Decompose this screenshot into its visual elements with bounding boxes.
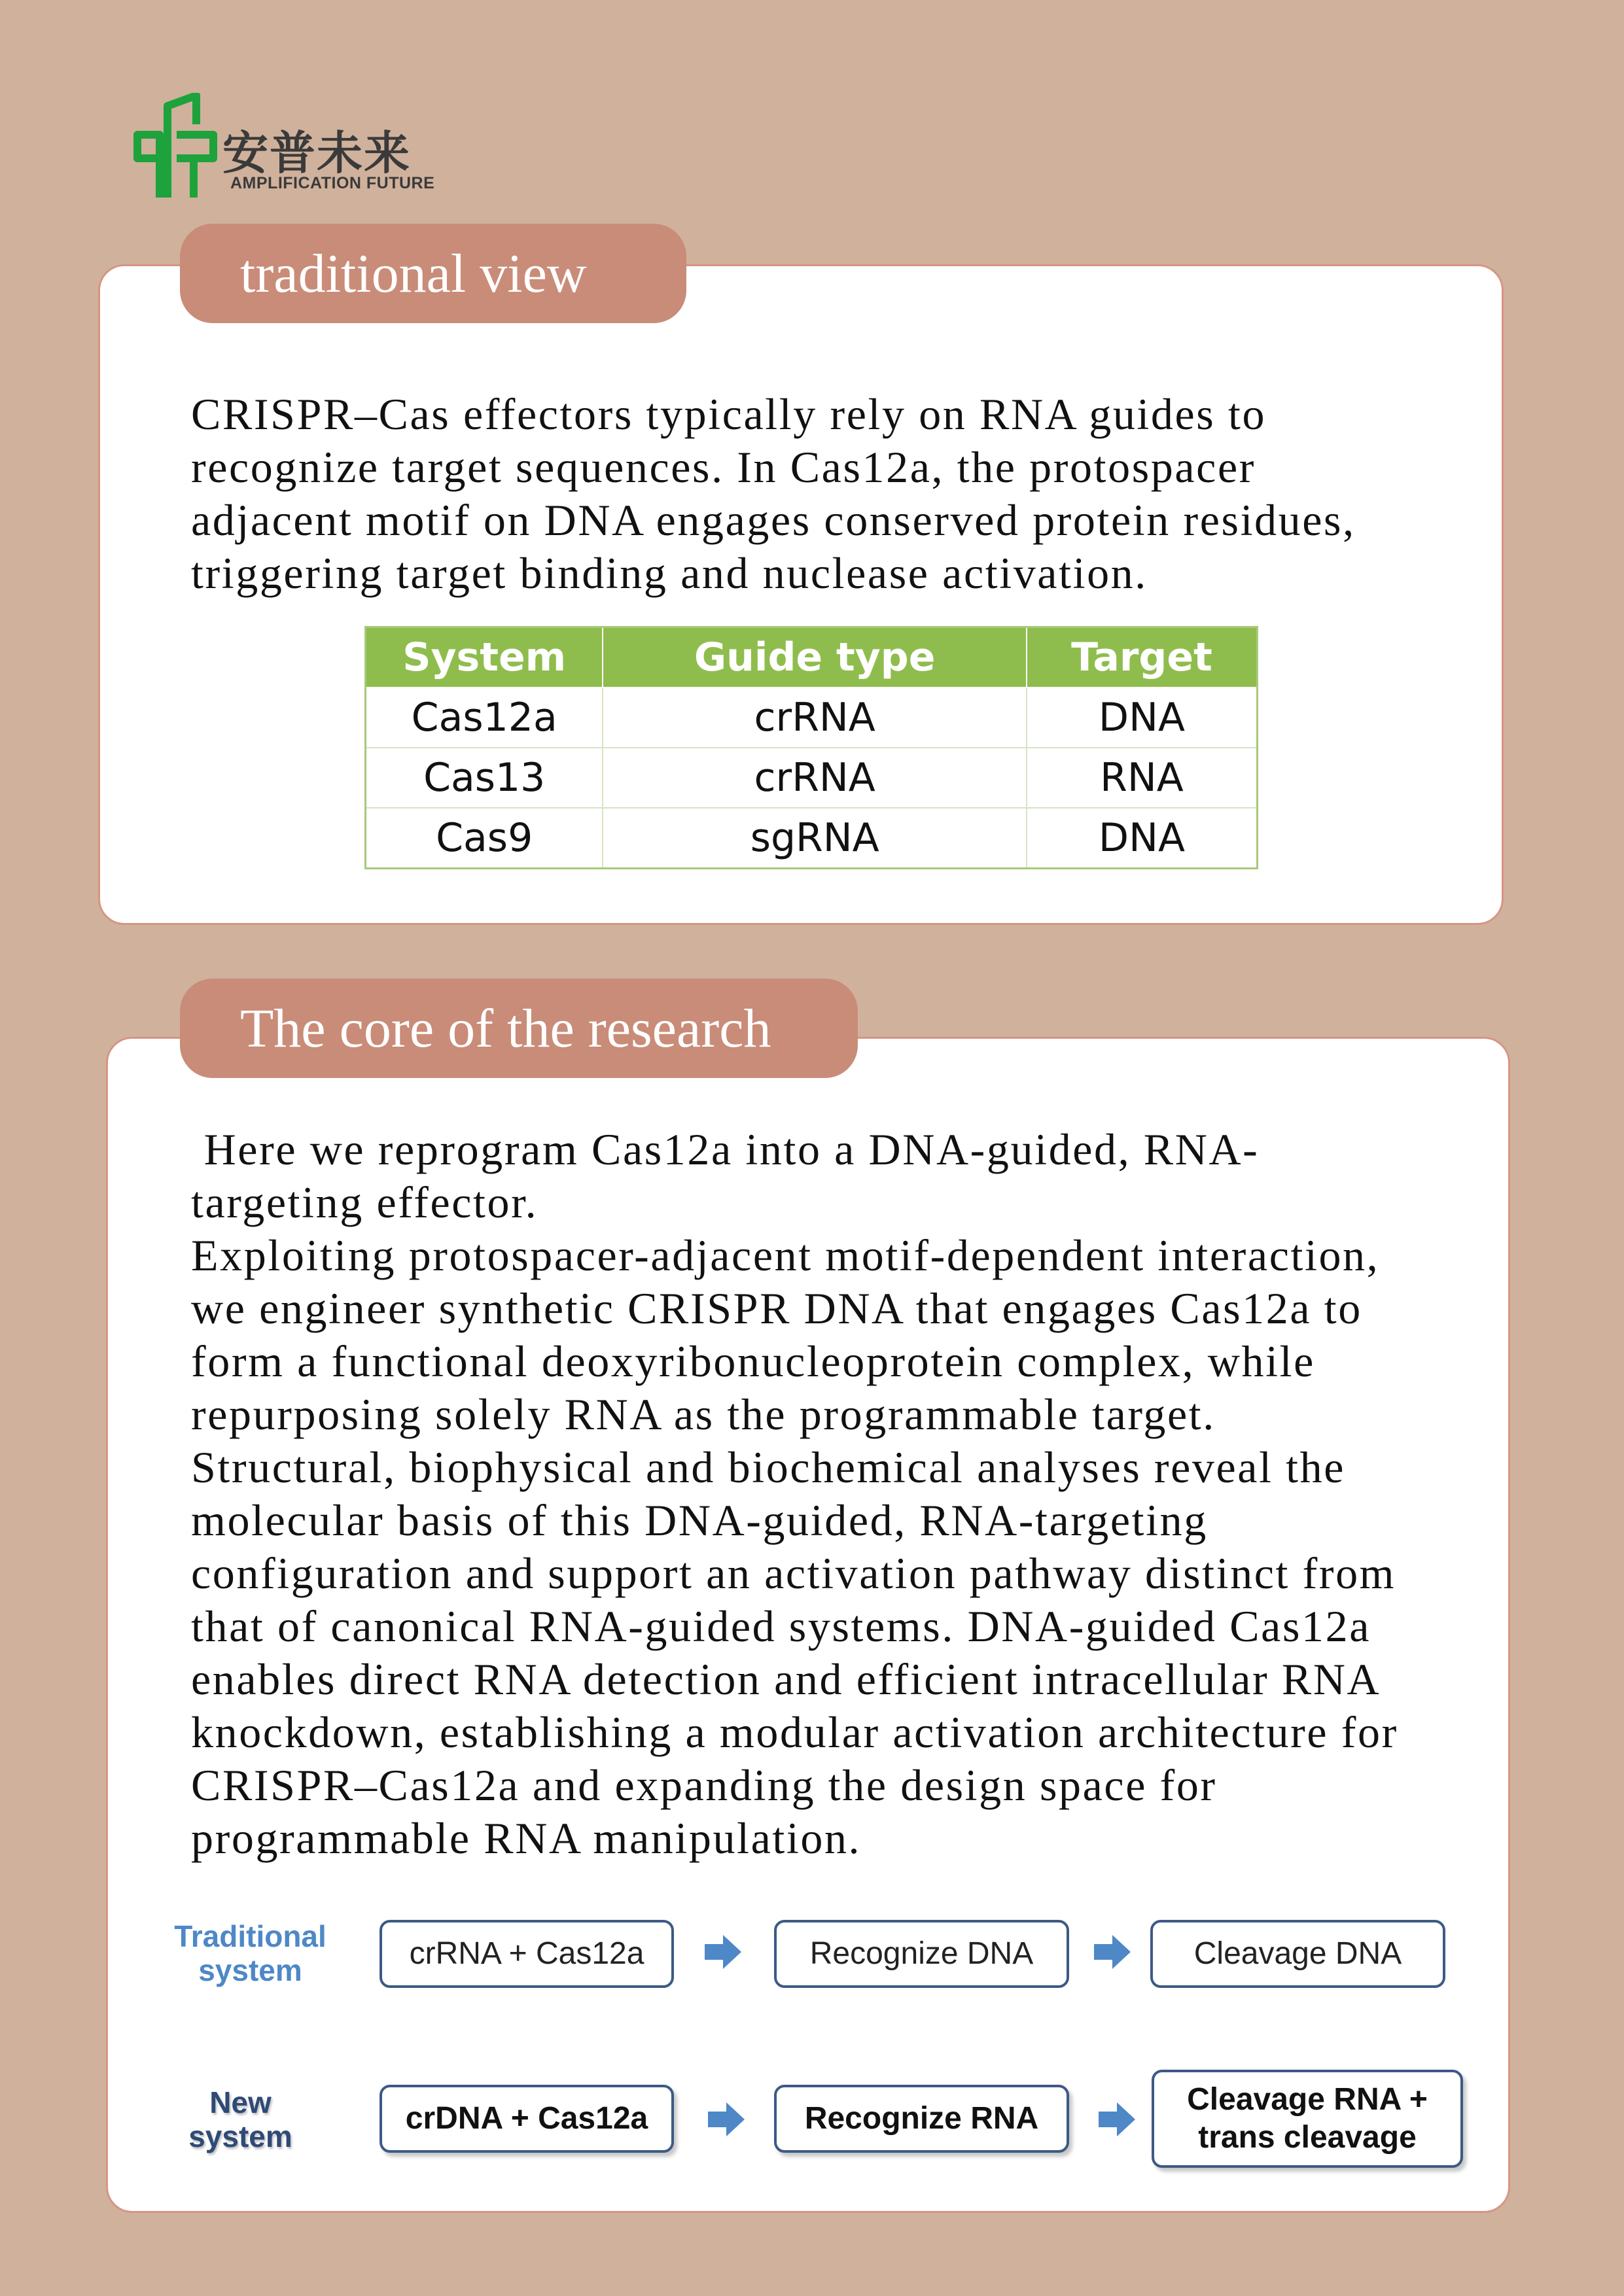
traditional-view-paragraph [191, 388, 1356, 600]
paragraph-line: CRISPR–Cas effectors typically rely on RNA guides to [191, 389, 1267, 439]
paragraph-line: molecular basis of this DNA-guided, RNA-targeting [191, 1495, 1208, 1545]
paragraph-line: that of canonical RNA-guided systems. DNA-guided Cas12a [191, 1601, 1371, 1651]
table-cell: DNA [1027, 808, 1258, 869]
paragraph-line: Exploiting protospacer-adjacent motif-dependent interaction, [191, 1230, 1380, 1280]
arrow-right-icon [1097, 2100, 1137, 2139]
traditional-system-label: Traditional system [174, 1919, 327, 1987]
flow-step-recognize-dna: Recognize DNA [774, 1920, 1069, 1988]
paragraph-line: programmable RNA manipulation. [191, 1813, 862, 1863]
flow-step-crrna-cas12a: crRNA + Cas12a [380, 1920, 674, 1988]
core-research-paragraph [191, 1123, 1398, 1865]
paragraph-line: triggering target binding and nuclease activation. [191, 548, 1148, 598]
column-header-target: Target [1027, 627, 1258, 688]
arrow-right-icon [1093, 1932, 1132, 1972]
core-research-heading: The core of the research [180, 979, 858, 1078]
table-header-row [366, 627, 1258, 688]
table-cell: crRNA [603, 748, 1027, 808]
paragraph-line: enables direct RNA detection and efficient intracellular RNA [191, 1654, 1381, 1704]
paragraph-line: configuration and support an activation pathway distinct from [191, 1548, 1396, 1598]
table-cell: Cas13 [366, 748, 603, 808]
flow-step-cleavage-dna: Cleavage DNA [1150, 1920, 1445, 1988]
paragraph-line: knockdown, establishing a modular activation architecture for [191, 1707, 1398, 1757]
arrow-right-icon [707, 2100, 746, 2139]
cas-systems-table [364, 626, 1258, 869]
paragraph-line: Here we reprogram Cas12a into a DNA-guided, RNA- [191, 1124, 1260, 1174]
table-row [366, 808, 1258, 869]
flow-step-crdna-cas12a: crDNA + Cas12a [380, 2085, 674, 2153]
table-cell: Cas9 [366, 808, 603, 869]
flow-step-cleavage-rna-trans: Cleavage RNA + trans cleavage [1152, 2070, 1463, 2168]
paragraph-line: repurposing solely RNA as the programmable target. [191, 1389, 1216, 1439]
paragraph-line: form a functional deoxyribonucleoprotein complex, while [191, 1336, 1315, 1386]
paragraph-line: targeting effector. [191, 1177, 538, 1227]
table-cell: DNA [1027, 687, 1258, 748]
paragraph-line: Structural, biophysical and biochemical analyses reveal the [191, 1442, 1346, 1492]
paragraph-line: we engineer synthetic CRISPR DNA that engages Cas12a to [191, 1283, 1362, 1333]
brand-name-english: AMPLIFICATION FUTURE [230, 174, 435, 192]
column-header-guide-type: Guide type [603, 627, 1027, 688]
paragraph-line: CRISPR–Cas12a and expanding the design space for [191, 1760, 1217, 1810]
brand-logo [131, 93, 438, 204]
paragraph-line: recognize target sequences. In Cas12a, the protospacer [191, 442, 1256, 492]
table-cell: Cas12a [366, 687, 603, 748]
table-row [366, 687, 1258, 748]
new-system-label: New system [188, 2085, 292, 2153]
traditional-view-heading: traditional view [180, 224, 686, 323]
table-row [366, 748, 1258, 808]
arrow-right-icon [703, 1932, 743, 1972]
table-cell: RNA [1027, 748, 1258, 808]
column-header-system: System [366, 627, 603, 688]
brand-name-chinese: 安普未来 [222, 126, 411, 180]
table-cell: sgRNA [603, 808, 1027, 869]
table-cell: crRNA [603, 687, 1027, 748]
paragraph-line: adjacent motif on DNA engages conserved protein residues, [191, 495, 1356, 545]
flow-step-recognize-rna: Recognize RNA [774, 2085, 1069, 2153]
brand-logo-mark-icon [131, 93, 222, 204]
